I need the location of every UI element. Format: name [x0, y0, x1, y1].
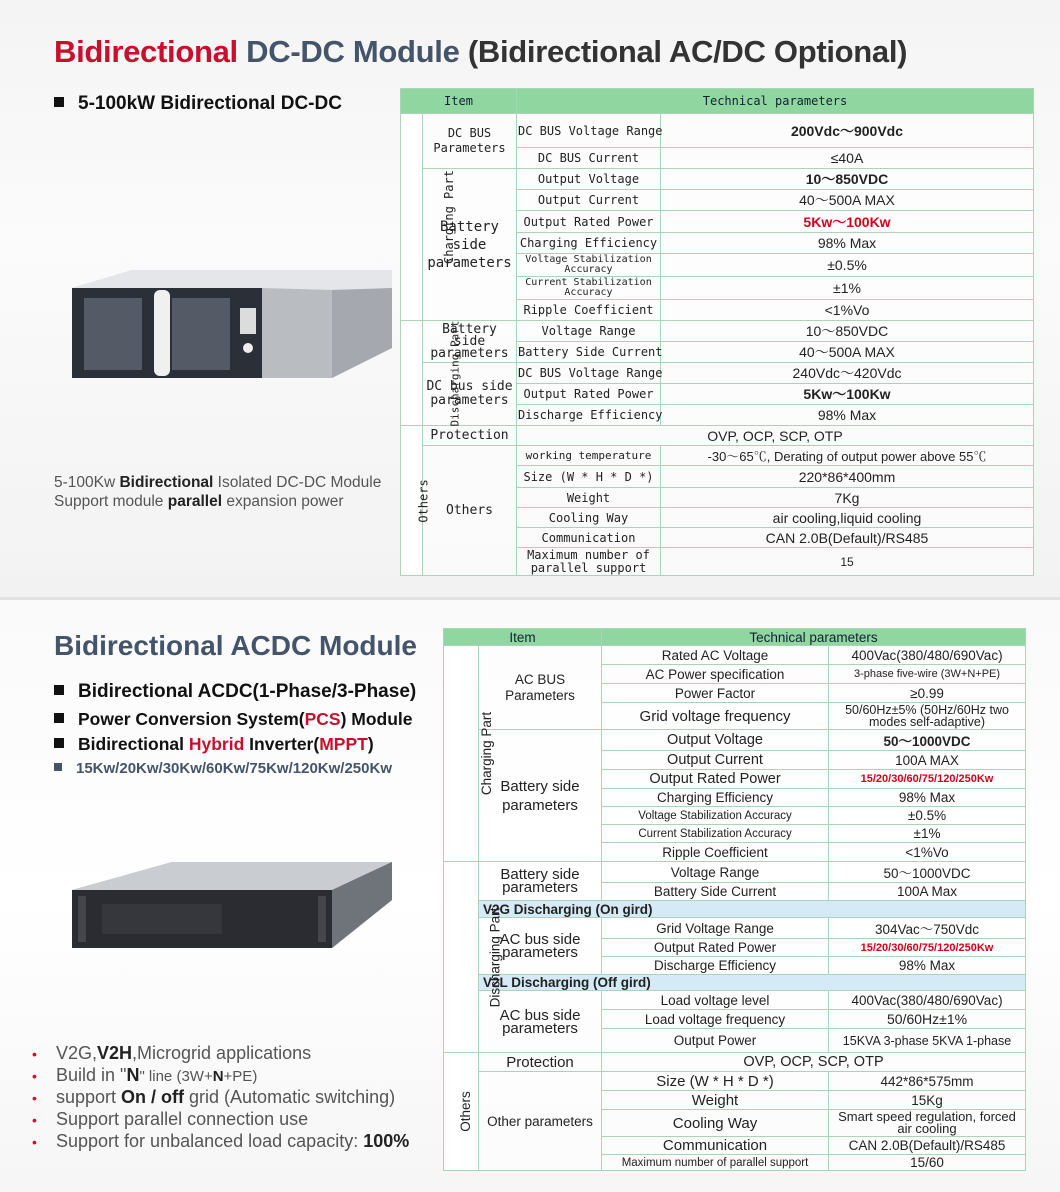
table-row: Voltage Stabilization Accuracy ±0.5%: [444, 807, 1026, 825]
table-row: Current Stabilization Accuracy ±1%: [444, 825, 1026, 843]
table-row: DC BUS Current ≤40A: [401, 148, 1034, 169]
table-row: Power Factor ≥0.99: [444, 684, 1026, 703]
square-bullet-icon: [54, 713, 64, 723]
table-row: Maximum number of parallel support 15: [401, 548, 1034, 576]
acdc-module-image: [62, 860, 392, 950]
acdc-spec-table: [443, 628, 1026, 1171]
table-row: DC bus side parameters DC BUS Voltage Range 240Vdc～420Vdc: [401, 363, 1034, 384]
bullet-dot-icon: •: [32, 1134, 37, 1150]
square-bullet-icon: [54, 738, 64, 748]
table-row: Battery Side Current 100A Max: [444, 883, 1026, 901]
table-row: Current Stabilization Accuracy ±1%: [401, 277, 1034, 300]
table-row: Output Current 100A MAX: [444, 751, 1026, 770]
table-row: Cooling Way air cooling,liquid cooling: [401, 508, 1034, 528]
table-row: Charging Efficiency 98% Max: [401, 233, 1034, 254]
table-header-row: Item Technical parameters: [401, 89, 1034, 114]
acdc-title: Bidirectional ACDC Module: [54, 630, 417, 661]
table-row: Others Protection OVP, OCP, SCP, OTP: [444, 1053, 1026, 1072]
table-row: Output Rated Power 5Kw～100Kw: [401, 384, 1034, 405]
square-bullet-icon: [54, 763, 62, 771]
square-bullet-icon: [54, 685, 64, 695]
acdc-bullet-1: Bidirectional ACDC(1-Phase/3-Phase): [54, 681, 416, 703]
table-row: Discharging Part Battery side parameters Voltage Range 10～850VDC: [401, 321, 1034, 342]
dcdc-bullet: 5-100kW Bidirectional DC-DC: [54, 93, 342, 115]
bullet-dot-icon: •: [32, 1090, 37, 1106]
table-row: Maximum number of parallel support 15/60: [444, 1155, 1026, 1171]
dcdc-module-image: [62, 268, 392, 380]
dcdc-caption-2: Support module parallel expansion power: [54, 493, 344, 510]
table-row: Load voltage frequency 50/60Hz±1%: [444, 1010, 1026, 1029]
table-row: Other parameters Size (W * H * D *) 442*86*575mm: [444, 1072, 1026, 1091]
table-row: Discharging Part Battery side parameters Voltage Range 50～1000VDC: [444, 862, 1026, 883]
table-row: Output Rated Power 15/20/30/60/75/120/250Kw: [444, 770, 1026, 789]
table-row: AC bus side parameters Load voltage level 400Vac(380/480/690Vac): [444, 991, 1026, 1010]
dcdc-caption-1: 5-100Kw Bidirectional Isolated DC-DC Module: [54, 474, 382, 491]
table-row: V2L Discharging (Off gird): [444, 975, 1026, 991]
dcdc-title: Bidirectional DC-DC Module (Bidirectional AC/DC Optional): [54, 34, 908, 69]
table-row: Communication CAN 2.0B(Default)/RS485: [401, 528, 1034, 548]
list-item: • Build in "N" line (3W+N+PE): [32, 1065, 258, 1085]
table-row: Weight 7Kg: [401, 488, 1034, 508]
list-item: • support On / off grid (Automatic switching): [32, 1087, 396, 1107]
table-row: Battery Side Current 40～500A MAX: [401, 342, 1034, 363]
table-row: Size (W * H * D *) 220*86*400mm: [401, 466, 1034, 488]
table-row: Others Protection OVP, OCP, SCP, OTP: [401, 426, 1034, 446]
table-row: Ripple Coefficient <1%Vo: [401, 300, 1034, 321]
table-header-row: Item Technical parameters: [444, 629, 1026, 646]
table-row: Charging Part DC BUS Parameters DC BUS Voltage Range 200Vdc～900Vdc: [401, 114, 1034, 148]
list-item: • Support parallel connection use: [32, 1109, 309, 1129]
table-row: Grid voltage frequency 50/60Hz±5% (50Hz/60Hz two modes self-adaptive): [444, 703, 1026, 730]
table-row: AC bus side parameters Grid Voltage Range 304Vac～750Vdc: [444, 918, 1026, 939]
table-row: Charging Part AC BUS Parameters Rated AC Voltage 400Vac(380/480/690Vac): [444, 646, 1026, 665]
list-item: • Support for unbalanced load capacity: 100%: [32, 1131, 410, 1151]
acdc-bullet-3: Bidirectional Hybrid Inverter(MPPT): [54, 734, 374, 755]
table-row: Weight 15Kg: [444, 1091, 1026, 1110]
table-row: Discharge Efficiency 98% Max: [444, 957, 1026, 975]
acdc-bullet-4: 15Kw/20Kw/30Kw/60Kw/75Kw/120Kw/250Kw: [54, 760, 392, 777]
bullet-dot-icon: •: [32, 1068, 37, 1084]
table-row: Battery side parameters Output Voltage 10～850VDC: [401, 169, 1034, 190]
table-row: Voltage Stabilization Accuracy ±0.5%: [401, 254, 1034, 277]
table-row: Discharge Efficiency 98% Max: [401, 405, 1034, 426]
table-row: AC Power specification 3-phase five-wire (3W+N+PE): [444, 665, 1026, 684]
bullet-dot-icon: •: [32, 1112, 37, 1128]
table-row: Output Rated Power 5Kw～100Kw: [401, 211, 1034, 233]
bullet-dot-icon: •: [32, 1046, 37, 1062]
table-row: Communication CAN 2.0B(Default)/RS485: [444, 1137, 1026, 1155]
table-row: Charging Efficiency 98% Max: [444, 789, 1026, 807]
table-row: Output Current 40～500A MAX: [401, 190, 1034, 211]
table-row: Ripple Coefficient <1%Vo: [444, 843, 1026, 862]
table-row: Output Rated Power 15/20/30/60/75/120/250Kw: [444, 939, 1026, 957]
table-row: Output Power 15KVA 3-phase 5KVA 1-phase: [444, 1029, 1026, 1053]
square-bullet-icon: [54, 97, 64, 107]
list-item: • V2G,V2H,Microgrid applications: [32, 1043, 312, 1063]
table-row: Battery side parameters Output Voltage 50～1000VDC: [444, 730, 1026, 751]
table-row: Others working temperature -30～65℃, Derating of output power above 55℃: [401, 446, 1034, 466]
acdc-bullet-2: Power Conversion System(PCS) Module: [54, 709, 413, 730]
dcdc-spec-table: [400, 88, 1034, 576]
applications-list: [32, 1042, 409, 1152]
table-row: V2G Discharging (On gird): [444, 901, 1026, 918]
table-row: Cooling Way Smart speed regulation, forced air cooling: [444, 1110, 1026, 1137]
section-divider: [0, 597, 1060, 600]
